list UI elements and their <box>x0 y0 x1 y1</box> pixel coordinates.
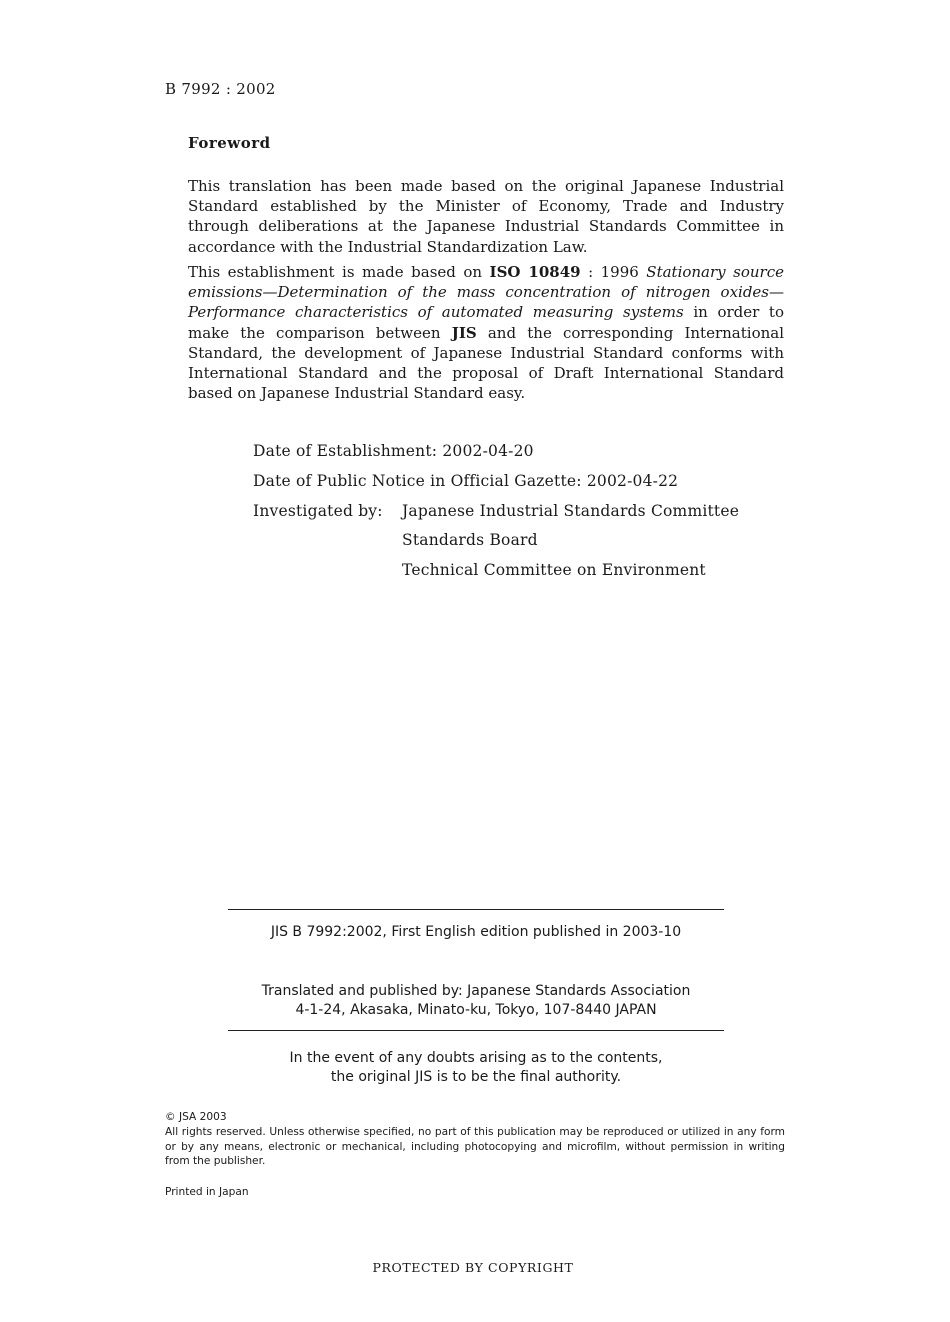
edition-info: JIS B 7992:2002, First English edition published in 2003-10 <box>270 924 682 940</box>
p2-text-b: : 1996 <box>580 263 647 281</box>
divider-top <box>228 909 724 910</box>
protected-footer: PROTECTED BY COPYRIGHT <box>372 1260 574 1275</box>
authority-note-line-1: In the event of any doubts arising as to the contents, <box>289 1050 663 1066</box>
divider-bottom <box>228 1030 724 1031</box>
foreword-paragraph-1: This translation has been made based on the original Japanese Industrial Standard established by the Minister of Economy, Trade and Industry through deliberations at the Japanese Industrial Standards Committee in accordance with the Industrial Standardization Law. <box>188 177 784 256</box>
jis-reference: JIS <box>451 323 477 342</box>
authority-note-line-2: the original JIS is to be the final authority. <box>330 1069 622 1085</box>
p2-text-c: in order to make the comparison between <box>188 303 784 342</box>
p2-text-a: This establishment is made based on <box>188 263 490 281</box>
translated-by: Translated and published by: Japanese Standards Association <box>261 983 691 999</box>
investigator-board: Standards Board <box>402 531 538 549</box>
date-of-public-notice: Date of Public Notice in Official Gazette: 2002-04-22 <box>253 472 679 490</box>
foreword-title: Foreword <box>188 134 271 152</box>
date-of-establishment: Date of Establishment: 2002-04-20 <box>253 442 534 460</box>
document-code: B 7992 : 2002 <box>165 80 276 98</box>
iso-title: Stationary source emissions—Determination of the mass concentration of nitrogen oxides—Performance characteristics of automated measuring systems <box>188 263 784 322</box>
investigator-committee: Japanese Industrial Standards Committee <box>402 502 740 520</box>
copyright-notice: All rights reserved. Unless otherwise specified, no part of this publication may be reproduced or utilized in any form or by any means, electronic or mechanical, including photocopying and microfilm, without permission in writing from the publisher. <box>165 1126 785 1167</box>
publisher-address: 4-1-24, Akasaka, Minato-ku, Tokyo, 107-8440 JAPAN <box>295 1002 657 1018</box>
iso-reference: ISO 10849 <box>489 263 581 281</box>
printed-in: Printed in Japan <box>165 1186 249 1198</box>
foreword-paragraph-2 <box>188 262 784 403</box>
p2-text-d: and the corresponding International Standard, the development of Japanese Industrial Standard conforms with International Standard and the proposal of Draft International Standard based on Japanese Industrial Standard easy. <box>188 323 784 403</box>
investigated-label: Investigated by: <box>253 502 383 520</box>
investigator-technical-committee: Technical Committee on Environment <box>402 561 706 579</box>
copyright-owner: © JSA 2003 <box>165 1111 227 1123</box>
